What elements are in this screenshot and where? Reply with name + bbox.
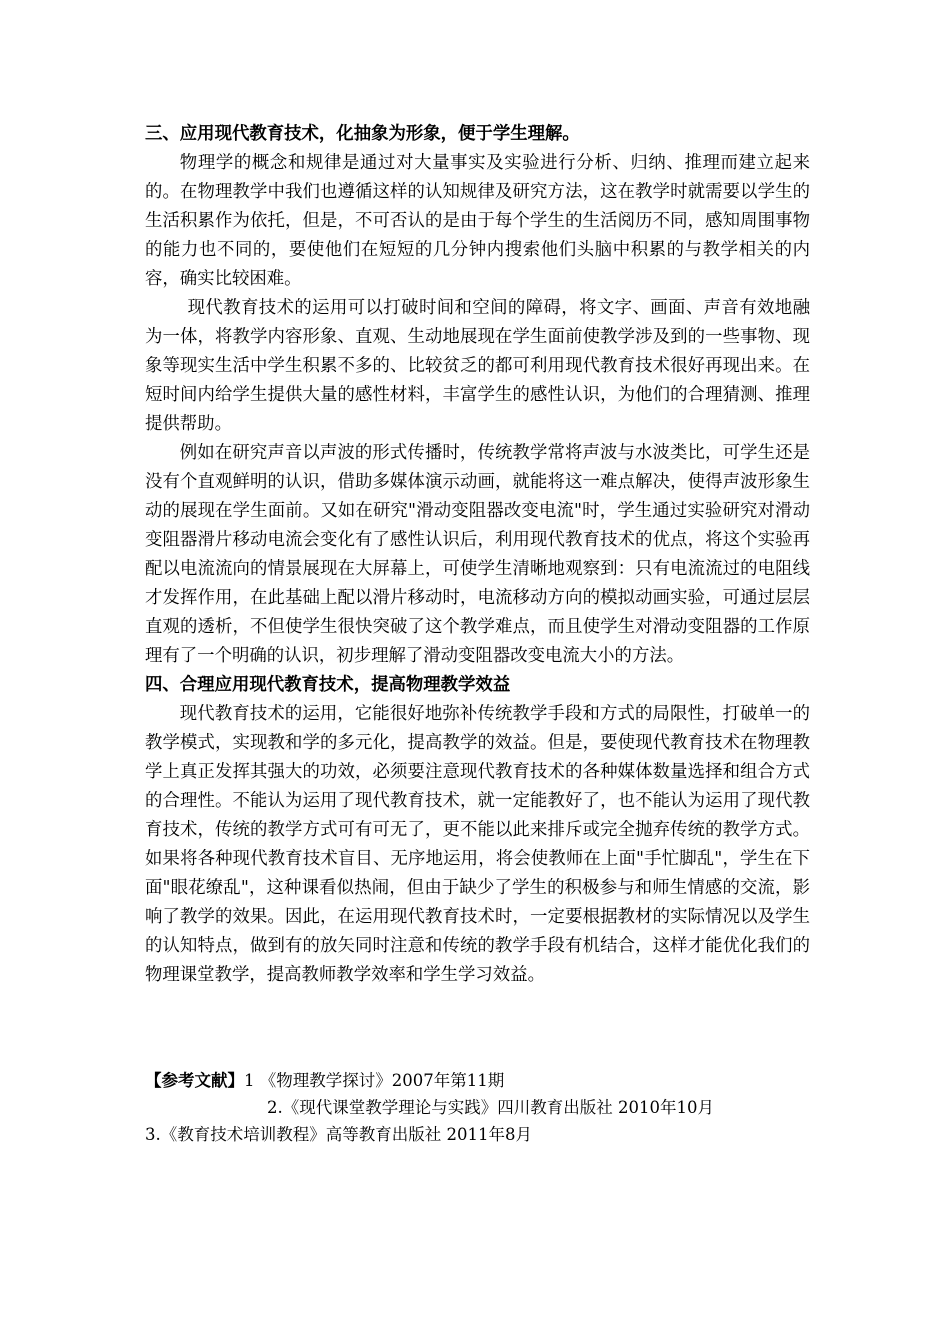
section-4-paragraph-1: 现代教育技术的运用，它能很好地弥补传统教学手段和方式的局限性，打破单一的教学模式，实现教和学的多元化，提高教学的效益。但是，要使现代教育技术在物理教学上真正发挥其强大的功效，必须要注意现代教育技术的各种媒体数量选择和组合方式的合理性。不能认为运用了现代教育技术，就一定能教好了，也不能认为运用了现代教育技术，传统的教学方式可有可无了，更不能以此来排斥或完全抛弃传统的教学方式。如果将各种现代教育技术盲目、无序地运用，将会使教师在上面"手忙脚乱"，学生在下面"眼花缭乱"，这种课看似热闹，但由于缺少了学生的积极参与和师生情感的交流，影响了教学的效果。因此，在运用现代教育技术时，一定要根据教材的实际情况以及学生的认知特点，做到有的放矢同时注意和传统的教学手段有机结合，这样才能优化我们的物理课堂教学，提高教师教学效率和学生学习效益。: [145, 704, 810, 985]
reference-item-2: 2.《现代课堂教学理论与实践》四川教育出版社 2010年10月: [267, 1098, 714, 1117]
section-4-heading: 四、合理应用现代教育技术，提高物理教学效益: [145, 675, 511, 695]
section-3-paragraph-3: 例如在研究声音以声波的形式传播时，传统教学常将声波与水波类比，可学生还是没有个直观鲜明的认识，借助多媒体演示动画，就能将这一难点解决，使得声波形象生动的展现在学生面前。又如在研究"滑动变阻器改变电流"时，学生通过实验研究对滑动变阻器滑片移动电流会变化有了感性认识后，利用现代教育技术的优点，将这个实验再配以电流流向的情景展现在大屏幕上，可使学生清晰地观察到：只有电流流过的电阻线才发挥作用，在此基础上配以滑片移动时，电流移动方向的模拟动画实验，可通过层层直观的透析，不但使学生很快突破了这个教学难点，而且使学生对滑动变阻器的工作原理有了一个明确的认识，初步理解了滑动变阻器改变电流大小的方法。: [145, 443, 810, 666]
reference-line-3: [145, 1121, 810, 1148]
section-3-paragraph-2: 现代教育技术的运用可以打破时间和空间的障碍，将文字、画面、声音有效地融为一体，将教学内容形象、直观、生动地展现在学生面前使教学涉及到的一些事物、现象等现实生活中学生积累不多的、比较贫乏的都可利用现代教育技术很好再现出来。在短时间内给学生提供大量的感性材料，丰富学生的感性认识，为他们的合理猜测、推理提供帮助。: [145, 298, 810, 434]
reference-line-2: [145, 1094, 810, 1121]
reference-line-1: [145, 1067, 810, 1094]
reference-item-3: 3.《教育技术培训教程》高等教育出版社 2011年8月: [145, 1125, 532, 1144]
references-section: [145, 1067, 810, 1148]
section-3-heading: 三、应用现代教育技术，化抽象为形象，便于学生理解。: [145, 124, 580, 144]
section-3-paragraph-1: 物理学的概念和规律是通过对大量事实及实验进行分析、归纳、推理而建立起来的。在物理教学中我们也遵循这样的认知规律及研究方法，这在教学时就需要以学生的生活积累作为依托，但是，不可否认的是由于每个学生的生活阅历不同，感知周围事物的能力也不同的，要使他们在短短的几分钟内搜索他们头脑中积累的与教学相关的内容，确实比较困难。: [145, 153, 810, 289]
spacer: [145, 990, 810, 1067]
document-page: [145, 120, 810, 1148]
reference-item-1: 1 《物理教学探讨》2007年第11期: [244, 1071, 505, 1090]
references-title: 【参考文献】: [145, 1071, 244, 1090]
